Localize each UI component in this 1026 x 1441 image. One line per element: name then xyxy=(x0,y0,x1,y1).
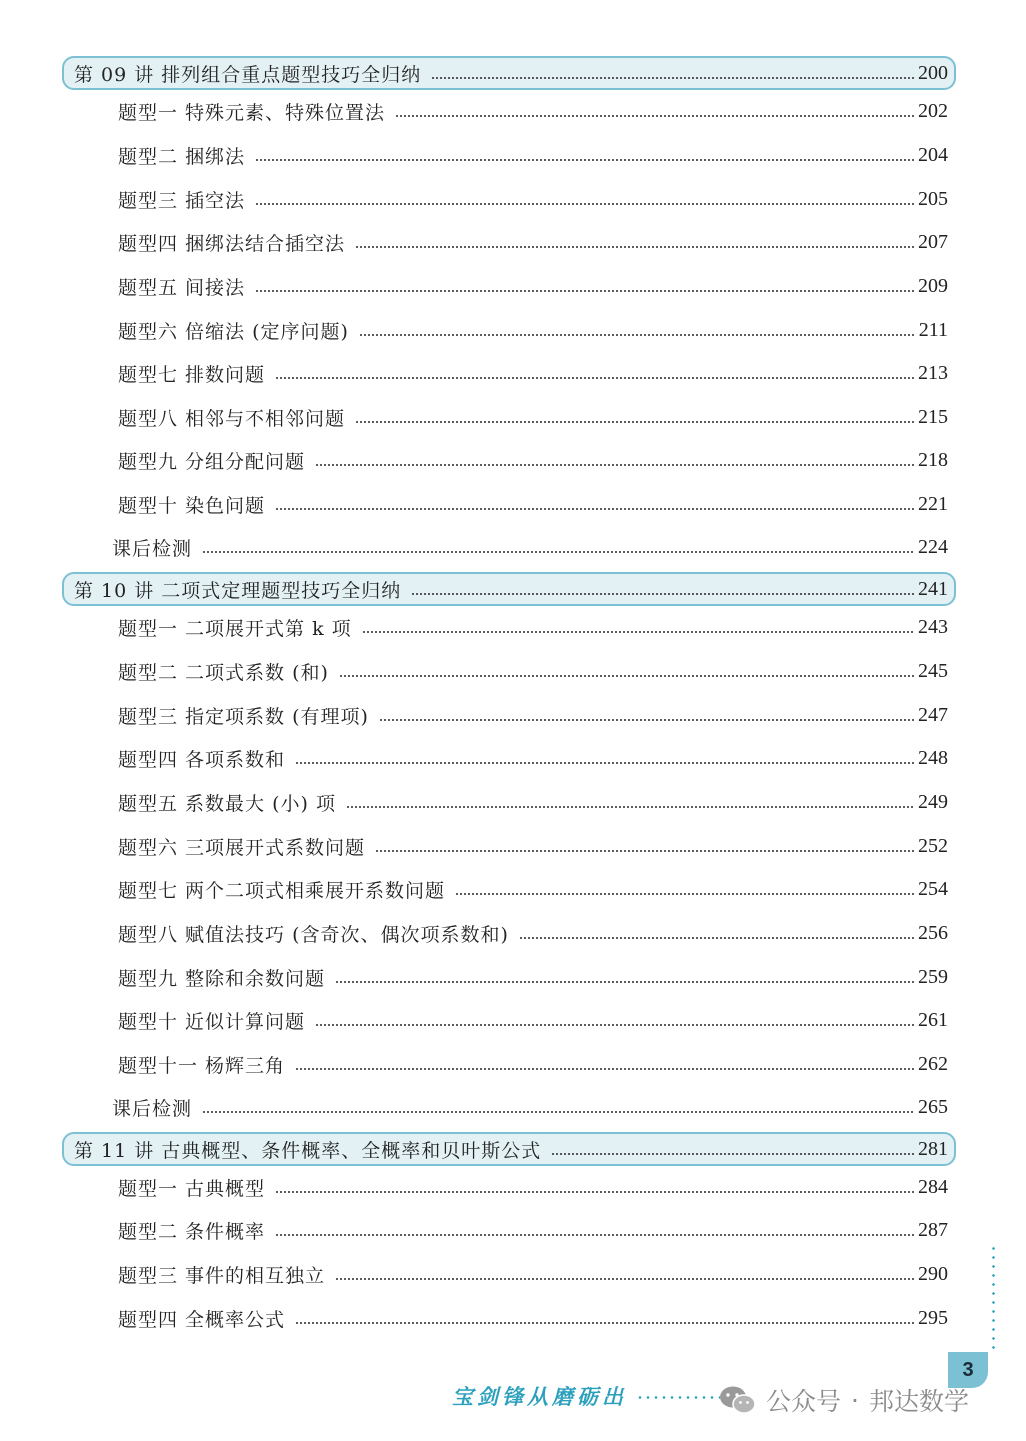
toc-page-number: 295 xyxy=(918,1306,948,1329)
toc-section-row[interactable] xyxy=(118,358,948,388)
toc-page-number: 200 xyxy=(918,61,948,84)
toc-title: 题型二 二项式系数 (和) xyxy=(118,661,329,684)
toc-title: 第 10 讲 二项式定理题型技巧全归纳 xyxy=(74,579,402,602)
dotted-leader xyxy=(315,1024,914,1026)
toc-section-row[interactable] xyxy=(118,140,948,170)
dotted-leader xyxy=(295,1068,914,1070)
toc-chapter-row[interactable] xyxy=(74,58,948,88)
toc-title: 题型四 捆绑法结合插空法 xyxy=(118,232,346,255)
dotted-leader xyxy=(275,508,914,510)
toc-title: 第 11 讲 古典概型、条件概率、全概率和贝叶斯公式 xyxy=(74,1139,542,1162)
toc-section-row[interactable] xyxy=(118,831,948,861)
toc-page-number: 215 xyxy=(918,405,948,428)
dotted-leader xyxy=(315,464,914,466)
toc-chapter-row[interactable] xyxy=(74,1134,948,1164)
dotted-leader xyxy=(202,551,914,553)
page-number: 3 xyxy=(948,1352,988,1388)
dotted-leader xyxy=(375,850,914,852)
footer-dotted-leader xyxy=(636,1396,720,1399)
dotted-leader xyxy=(519,937,914,939)
toc-section-row[interactable] xyxy=(118,1259,948,1289)
toc-page-number: 284 xyxy=(918,1175,948,1198)
toc-page-number: 245 xyxy=(918,659,948,682)
toc-section-row[interactable] xyxy=(118,1049,948,1079)
toc-title: 第 09 讲 排列组合重点题型技巧全归纳 xyxy=(74,63,422,86)
toc-page-number: 224 xyxy=(918,535,948,558)
watermark-prefix: 公众号 xyxy=(766,1387,842,1416)
toc-page-number: 247 xyxy=(918,703,948,726)
dotted-leader xyxy=(362,631,914,633)
toc-page-number: 207 xyxy=(918,230,948,253)
toc-title: 题型一 特殊元素、特殊位置法 xyxy=(118,101,386,124)
toc-title: 题型九 分组分配问题 xyxy=(118,450,306,473)
toc-section-row[interactable] xyxy=(118,962,948,992)
dotted-leader xyxy=(355,421,914,423)
toc-review-row[interactable] xyxy=(112,532,948,562)
toc-title: 题型二 捆绑法 xyxy=(118,145,246,168)
dotted-leader xyxy=(355,246,914,248)
toc-page-number: 290 xyxy=(918,1262,948,1285)
dotted-leader xyxy=(346,806,914,808)
toc-title: 题型三 插空法 xyxy=(118,189,246,212)
toc-title: 题型七 排数问题 xyxy=(118,363,266,386)
toc-section-row[interactable] xyxy=(118,1303,948,1333)
toc-section-row[interactable] xyxy=(118,445,948,475)
toc-page-number: 265 xyxy=(918,1095,948,1118)
toc-section-row[interactable] xyxy=(118,656,948,686)
toc-title: 课后检测 xyxy=(112,537,193,560)
toc-section-row[interactable] xyxy=(118,743,948,773)
toc-title: 题型十一 杨辉三角 xyxy=(118,1054,286,1077)
dotted-leader xyxy=(339,675,914,677)
toc-section-row[interactable] xyxy=(118,874,948,904)
dotted-leader xyxy=(335,1278,914,1280)
toc-section-row[interactable] xyxy=(118,315,948,345)
toc-page-number: 204 xyxy=(918,143,948,166)
dotted-leader xyxy=(295,762,914,764)
toc-section-row[interactable] xyxy=(118,489,948,519)
toc-title: 题型十 染色问题 xyxy=(118,494,266,517)
dotted-leader xyxy=(359,334,915,336)
toc-section-row[interactable] xyxy=(118,700,948,730)
dotted-leader xyxy=(202,1111,914,1113)
dotted-leader xyxy=(255,290,914,292)
toc-title: 题型一 二项展开式第 k 项 xyxy=(118,617,352,640)
toc-section-row[interactable] xyxy=(118,612,948,642)
toc-page-number: 281 xyxy=(918,1137,948,1160)
toc-page-number: 248 xyxy=(918,746,948,769)
toc-title: 题型三 指定项系数 (有理项) xyxy=(118,705,369,728)
toc-page-number: 261 xyxy=(918,1008,948,1031)
toc-section-row[interactable] xyxy=(118,402,948,432)
vertical-dotted-decoration xyxy=(992,1244,995,1350)
toc-title: 题型四 各项系数和 xyxy=(118,748,286,771)
toc-title: 题型六 倍缩法 (定序问题) xyxy=(118,320,349,343)
toc-title: 题型八 赋值法技巧 (含奇次、偶次项系数和) xyxy=(118,923,509,946)
toc-page-number: 243 xyxy=(918,615,948,638)
toc-section-row[interactable] xyxy=(118,918,948,948)
toc-page-number: 254 xyxy=(918,877,948,900)
toc-title: 题型十 近似计算问题 xyxy=(118,1010,306,1033)
toc-title: 课后检测 xyxy=(112,1097,193,1120)
toc-page-number: 205 xyxy=(918,187,948,210)
toc-chapter-row[interactable] xyxy=(74,574,948,604)
toc-section-row[interactable] xyxy=(118,787,948,817)
dotted-leader xyxy=(335,981,914,983)
toc-page-number: 209 xyxy=(918,274,948,297)
watermark-separator: · xyxy=(851,1385,859,1415)
toc-review-row[interactable] xyxy=(112,1092,948,1122)
toc-page-number: 221 xyxy=(918,492,948,515)
toc-page-number: 218 xyxy=(918,448,948,471)
toc-title: 题型一 古典概型 xyxy=(118,1177,266,1200)
dotted-leader xyxy=(455,893,914,895)
dotted-leader xyxy=(275,1234,914,1236)
dotted-leader xyxy=(295,1322,914,1324)
toc-page-number: 256 xyxy=(918,921,948,944)
toc-page-number: 202 xyxy=(918,99,948,122)
toc-section-row[interactable] xyxy=(118,1005,948,1035)
dotted-leader xyxy=(275,377,914,379)
dotted-leader xyxy=(395,115,914,117)
toc-section-row[interactable] xyxy=(118,96,948,126)
toc-section-row[interactable] xyxy=(118,1215,948,1245)
watermark-name: 邦达数学 xyxy=(868,1387,969,1416)
toc-page-number: 249 xyxy=(918,790,948,813)
dotted-leader xyxy=(551,1153,914,1155)
dotted-leader xyxy=(379,719,914,721)
dotted-leader xyxy=(431,77,914,79)
toc-page-number: 241 xyxy=(918,577,948,600)
toc-title: 题型五 间接法 xyxy=(118,276,246,299)
toc-page-number: 262 xyxy=(918,1052,948,1075)
toc-section-row[interactable] xyxy=(118,1172,948,1202)
toc-title: 题型四 全概率公式 xyxy=(118,1308,286,1331)
toc-title: 题型七 两个二项式相乘展开系数问题 xyxy=(118,879,446,902)
dotted-leader xyxy=(255,159,914,161)
toc-title: 题型六 三项展开式系数问题 xyxy=(118,836,366,859)
footer-slogan: 宝剑锋从磨砺出 xyxy=(452,1385,627,1409)
toc-title: 题型八 相邻与不相邻问题 xyxy=(118,407,346,430)
toc-page-number: 252 xyxy=(918,834,948,857)
toc-title: 题型五 系数最大 (小) 项 xyxy=(118,792,336,815)
toc-section-row[interactable] xyxy=(118,184,948,214)
toc-page-number: 211 xyxy=(918,318,948,341)
toc-page-number: 287 xyxy=(918,1218,948,1241)
dotted-leader xyxy=(255,203,914,205)
dotted-leader xyxy=(275,1191,914,1193)
toc-section-row[interactable] xyxy=(118,271,948,301)
watermark xyxy=(718,1382,969,1418)
toc-title: 题型九 整除和余数问题 xyxy=(118,967,326,990)
toc-title: 题型三 事件的相互独立 xyxy=(118,1264,326,1287)
toc-title: 题型二 条件概率 xyxy=(118,1220,266,1243)
toc-page-number: 213 xyxy=(918,361,948,384)
toc-page-number: 259 xyxy=(918,965,948,988)
dotted-leader xyxy=(411,593,914,595)
toc-section-row[interactable] xyxy=(118,227,948,257)
wechat-icon xyxy=(718,1384,758,1416)
